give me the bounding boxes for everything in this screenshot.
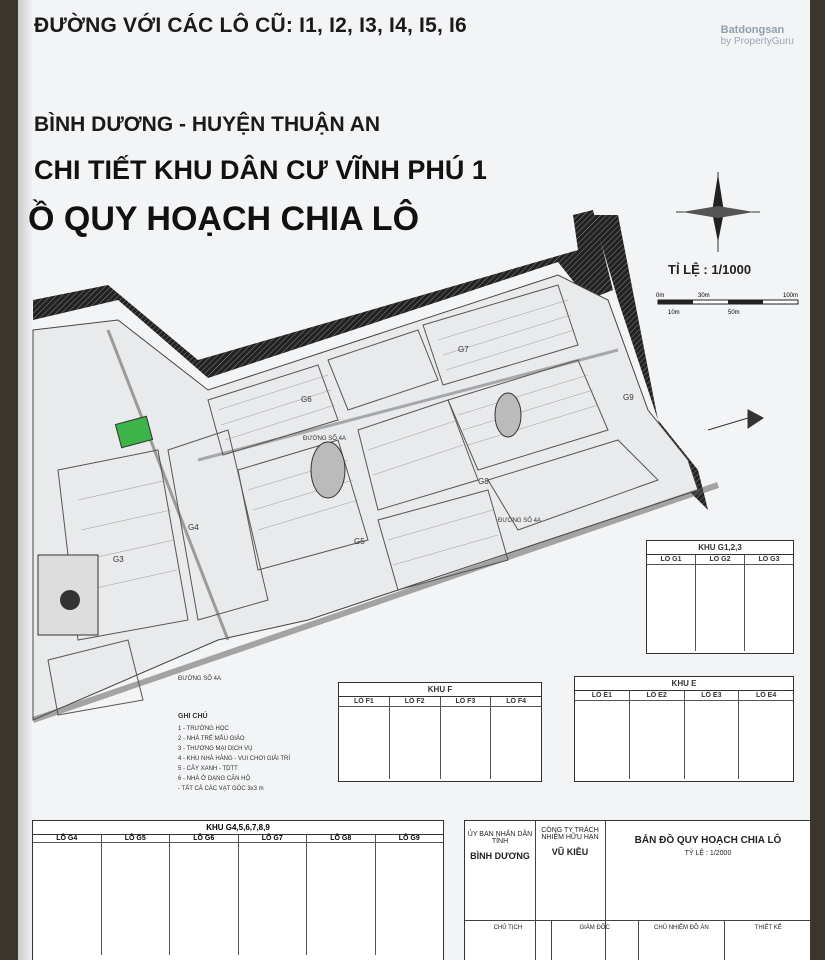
col-header: LÔ F4	[491, 697, 541, 707]
label-g9: G9	[623, 393, 634, 402]
park-oval-1	[311, 442, 345, 498]
table-khu-f	[338, 682, 542, 782]
col-header: LÔ G4	[33, 835, 101, 843]
col-header: LÔ G9	[376, 835, 444, 843]
legend-item: 2 - NHÀ TRẺ MẪU GIÁO	[178, 736, 245, 742]
col-header: LÔ F1	[339, 697, 389, 707]
col-header: LÔ G8	[307, 835, 375, 843]
legend-item: 4 - KHU NHÀ HÀNG - VUI CHƠI GIẢI TRÍ	[178, 756, 291, 762]
col-body	[685, 701, 739, 703]
header-line-3: CHI TIẾT KHU DÂN CƯ VĨNH PHÚ 1	[34, 155, 487, 185]
label-g5: G5	[354, 537, 365, 546]
scale-10m: 10m	[668, 310, 680, 316]
title-block	[464, 820, 810, 960]
label-road-b: ĐƯỜNG SỐ 4A	[178, 676, 221, 682]
header-line-4: Ồ QUY HOẠCH CHIA LÔ	[28, 200, 420, 238]
map-sheet	[18, 0, 810, 960]
legend-item: 3 - THƯƠNG MẠI DỊCH VỤ	[178, 746, 253, 752]
label-g8: G8	[478, 477, 489, 486]
tb-scale: TỶ LỆ : 1/2000	[684, 850, 732, 857]
col-body	[239, 843, 307, 847]
table-khu-e-title: KHU E	[575, 677, 793, 691]
tb-owner: BÌNH DƯƠNG	[470, 851, 530, 861]
watermark-sub: by PropertyGuru	[720, 36, 794, 47]
col-header: LÔ G2	[696, 555, 744, 565]
header-line-1: ĐƯỜNG VỚI CÁC LÔ CŨ: I1, I2, I3, I4, I5, I6	[34, 14, 467, 37]
col-body	[647, 565, 695, 567]
label-g4: G4	[188, 523, 199, 532]
col-header: LÔ E3	[685, 691, 739, 701]
parcel-area	[33, 275, 698, 720]
col-body	[696, 565, 744, 567]
col-header: LÔ E2	[630, 691, 684, 701]
col-body	[630, 701, 684, 703]
col-body	[739, 701, 793, 703]
header-line-2: BÌNH DƯƠNG - HUYỆN THUẬN AN	[34, 113, 381, 136]
north-arrow-icon	[676, 172, 760, 252]
table-khu-g4-9-title: KHU G4,5,6,7,8,9	[33, 821, 443, 835]
table-khu-f-title: KHU F	[339, 683, 541, 697]
table-khu-g123-title: KHU G1,2,3	[647, 541, 793, 555]
site-plan-drawing	[18, 0, 810, 960]
col-body	[307, 843, 375, 847]
col-body	[376, 843, 444, 847]
scale-label: TỈ LỆ : 1/1000	[668, 262, 752, 277]
col-body	[575, 701, 629, 703]
col-header: LÔ F3	[441, 697, 491, 707]
access-arrow-icon	[708, 410, 763, 430]
tb-sig: CHỦ TỊCH	[465, 921, 552, 960]
legend-item: 6 - NHÀ Ở DẠNG CĂN HỘ	[178, 776, 251, 782]
label-road-a: ĐƯỜNG SỐ 4A	[498, 518, 541, 524]
legend	[178, 712, 290, 794]
legend-title: GHI CHÚ	[178, 713, 208, 720]
scale-100m: 100m	[783, 293, 799, 299]
tb-company: VŨ KIỀU	[551, 847, 589, 857]
table-khu-g123	[646, 540, 794, 654]
legend-item: 1 - TRƯỜNG HỌC	[178, 726, 229, 732]
tb-title: BẢN ĐỒ QUY HOẠCH CHIA LÔ	[634, 835, 782, 846]
col-header: LÔ G1	[647, 555, 695, 565]
col-header: LÔ G7	[239, 835, 307, 843]
school-building	[60, 590, 80, 610]
scale-bar	[656, 293, 798, 316]
tb-company-label: CÔNG TY TRÁCH NHIỆM HỮU HẠN	[541, 827, 599, 841]
scale-30m: 30m	[698, 293, 710, 299]
col-body	[339, 707, 389, 709]
label-g7: G7	[458, 345, 469, 354]
col-header: LÔ E4	[739, 691, 793, 701]
col-body	[441, 707, 491, 709]
col-body	[33, 843, 101, 847]
col-header: LÔ G3	[745, 555, 793, 565]
col-header: LÔ E1	[575, 691, 629, 701]
label-g6: G6	[301, 395, 312, 404]
legend-item: - TẤT CẢ CÁC VẠT GÓC 3x3 m	[178, 786, 264, 792]
col-body	[102, 843, 170, 847]
legend-item: 5 - CÂY XANH - TDTT	[178, 766, 238, 772]
col-body	[170, 843, 238, 847]
label-g3: G3	[113, 555, 124, 564]
label-road-c: ĐƯỜNG SỐ 4A	[303, 436, 346, 442]
scale-0m: 0m	[656, 293, 665, 299]
col-header: LÔ G5	[102, 835, 170, 843]
col-body	[491, 707, 541, 709]
table-khu-g4-9	[32, 820, 444, 960]
tb-owner-label: ỦY BAN NHÂN DÂN TỈNH	[467, 831, 533, 845]
watermark-brand: Batdongsan	[720, 24, 785, 36]
col-header: LÔ F2	[390, 697, 440, 707]
tb-sig: CHỦ NHIỆM ĐỒ ÁN	[639, 921, 726, 960]
col-body	[390, 707, 440, 709]
table-khu-e	[574, 676, 794, 782]
tb-sig: THIẾT KẾ	[754, 925, 782, 931]
tb-sig: GIÁM ĐỐC	[552, 921, 639, 960]
scale-50m: 50m	[728, 310, 740, 316]
park-oval-2	[495, 393, 521, 437]
col-header: LÔ G6	[170, 835, 238, 843]
col-body	[745, 565, 793, 567]
